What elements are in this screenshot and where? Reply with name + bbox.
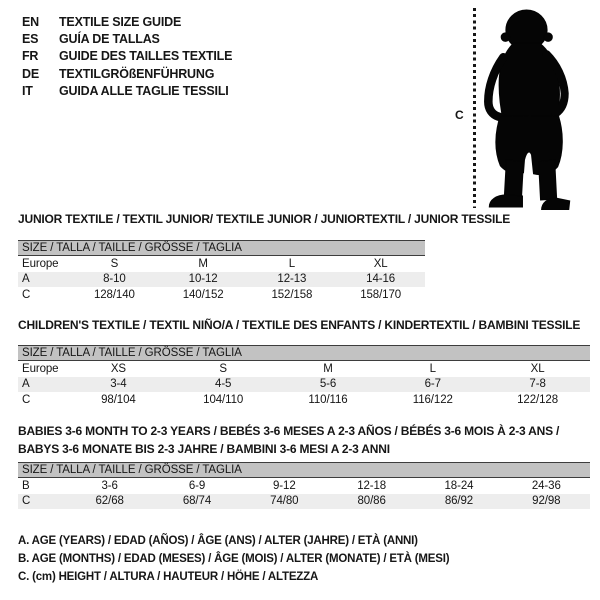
table-row: [18, 377, 590, 393]
size-cell: 116/122: [412, 393, 453, 406]
table-row: [18, 392, 590, 408]
footnote: C. (cm) HEIGHT / ALTURA / HAUTEUR / HÖHE / ALTEZZA: [18, 570, 319, 583]
children-size-table: [18, 345, 590, 408]
size-cell: 80/86: [357, 495, 386, 508]
language-row: [22, 13, 232, 30]
footnote-list: [18, 533, 449, 586]
size-cell: 74/80: [270, 495, 299, 508]
language-row: [22, 65, 232, 82]
toddler-silhouette-image: [483, 9, 571, 210]
size-cell: S: [110, 257, 119, 270]
language-title: GUIDE DES TAILLES TEXTILE: [59, 49, 233, 64]
size-cell: 6-9: [188, 479, 206, 492]
table-title-line: CHILDREN'S TEXTILE / TEXTIL NIÑO/A / TEXTILE DES ENFANTS / KINDERTEXTIL / BAMBINI TESSILE: [18, 318, 581, 332]
row-label: Europe: [22, 362, 59, 375]
language-title: GUIDA ALLE TAGLIE TESSILI: [59, 84, 229, 99]
size-cell: XL: [373, 257, 388, 270]
language-code: EN: [22, 14, 39, 29]
language-code: DE: [22, 66, 39, 81]
size-cell: S: [219, 362, 227, 375]
size-cell: M: [323, 362, 333, 375]
language-code: FR: [22, 49, 39, 64]
size-cell: 62/68: [95, 495, 124, 508]
language-row: [22, 83, 232, 100]
size-cell: 128/140: [93, 288, 135, 301]
size-cell: 14-16: [366, 273, 396, 286]
size-cell: 8-10: [103, 273, 126, 286]
row-label: A: [22, 273, 30, 286]
size-cell: 104/110: [203, 393, 244, 406]
row-label: C: [22, 288, 31, 301]
height-measure-label: C: [455, 108, 464, 122]
babies-size-table: [18, 462, 590, 509]
row-label: C: [22, 495, 31, 508]
language-code: ES: [22, 32, 39, 47]
size-cell: 10-12: [188, 273, 218, 286]
size-header-bar: SIZE / TALLA / TAILLE / GRÖSSE / TAGLIA: [18, 345, 590, 361]
language-title: GUÍA DE TALLAS: [59, 32, 160, 47]
language-row: [22, 48, 232, 65]
size-cell: XS: [110, 362, 126, 375]
row-label: B: [22, 479, 30, 492]
footnote: A. AGE (YEARS) / EDAD (AÑOS) / ÂGE (ANS) / ALTER (JAHRE) / ETÀ (ANNI): [18, 535, 418, 547]
size-cell: 152/158: [271, 288, 313, 301]
size-cell: 86/92: [444, 495, 474, 508]
size-cell: XL: [530, 362, 545, 375]
size-cell: 68/74: [182, 495, 212, 508]
children-table-title: [18, 317, 580, 334]
size-cell: 18-24: [444, 479, 474, 492]
size-cell: 3-6: [101, 479, 118, 492]
table-row: [18, 361, 590, 377]
language-list: [22, 13, 232, 100]
size-cell: 12-18: [357, 479, 387, 492]
size-cell: 122/128: [517, 393, 559, 406]
size-cell: 24-36: [531, 479, 561, 492]
junior-size-table: [18, 240, 425, 303]
size-cell: 4-5: [215, 378, 232, 391]
table-row: [18, 272, 425, 288]
table-title-line: BABYS 3-6 MONATE BIS 2-3 JAHRE / BAMBINI 3-6 MESI A 2-3 ANNI: [18, 441, 390, 456]
babies-table-title: [18, 423, 559, 458]
language-title: TEXTILE SIZE GUIDE: [59, 14, 182, 29]
table-row: [18, 256, 425, 272]
size-cell: 9-12: [273, 479, 296, 492]
size-cell: L: [288, 257, 296, 270]
height-measure-line: [473, 8, 476, 208]
table-row: [18, 287, 425, 303]
size-header-bar: SIZE / TALLA / TAILLE / GRÖSSE / TAGLIA: [18, 240, 425, 256]
table-title-line: BABIES 3-6 MONTH TO 2-3 YEARS / BEBÉS 3-6 MESES A 2-3 AÑOS / BÉBÉS 3-6 MOIS À 2-3 ANS /: [18, 424, 560, 438]
size-cell: 92/98: [532, 495, 561, 508]
size-cell: 110/116: [308, 393, 348, 406]
language-code: IT: [22, 84, 33, 99]
language-row: [22, 30, 232, 47]
toddler-silhouette-shape: [488, 10, 569, 210]
footnote: B. AGE (MONTHS) / EDAD (MESES) / ÂGE (MOIS) / ALTER (MONATE) / ETÀ (MESI): [18, 552, 450, 565]
size-cell: 140/152: [182, 288, 224, 301]
row-label: C: [22, 393, 31, 406]
table-row: [18, 494, 590, 510]
size-cell: 98/104: [101, 393, 136, 406]
row-label: Europe: [22, 257, 59, 270]
table-row: [18, 478, 590, 494]
size-cell: L: [429, 362, 436, 375]
size-header-bar: SIZE / TALLA / TAILLE / GRÖSSE / TAGLIA: [18, 462, 590, 478]
size-cell: 7-8: [529, 378, 546, 391]
size-cell: 158/170: [360, 288, 402, 301]
table-title-line: JUNIOR TEXTILE / TEXTIL JUNIOR/ TEXTILE JUNIOR / JUNIORTEXTIL / JUNIOR TESSILE: [18, 212, 511, 226]
size-cell: 6-7: [424, 378, 441, 391]
junior-table-title: [18, 211, 510, 228]
row-label: A: [22, 378, 30, 391]
size-cell: 3-4: [110, 378, 127, 391]
size-cell: 12-13: [277, 273, 307, 286]
size-cell: 5-6: [319, 378, 337, 391]
size-cell: M: [198, 257, 208, 270]
language-title: TEXTILGRÖßENFÜHRUNG: [59, 66, 215, 81]
